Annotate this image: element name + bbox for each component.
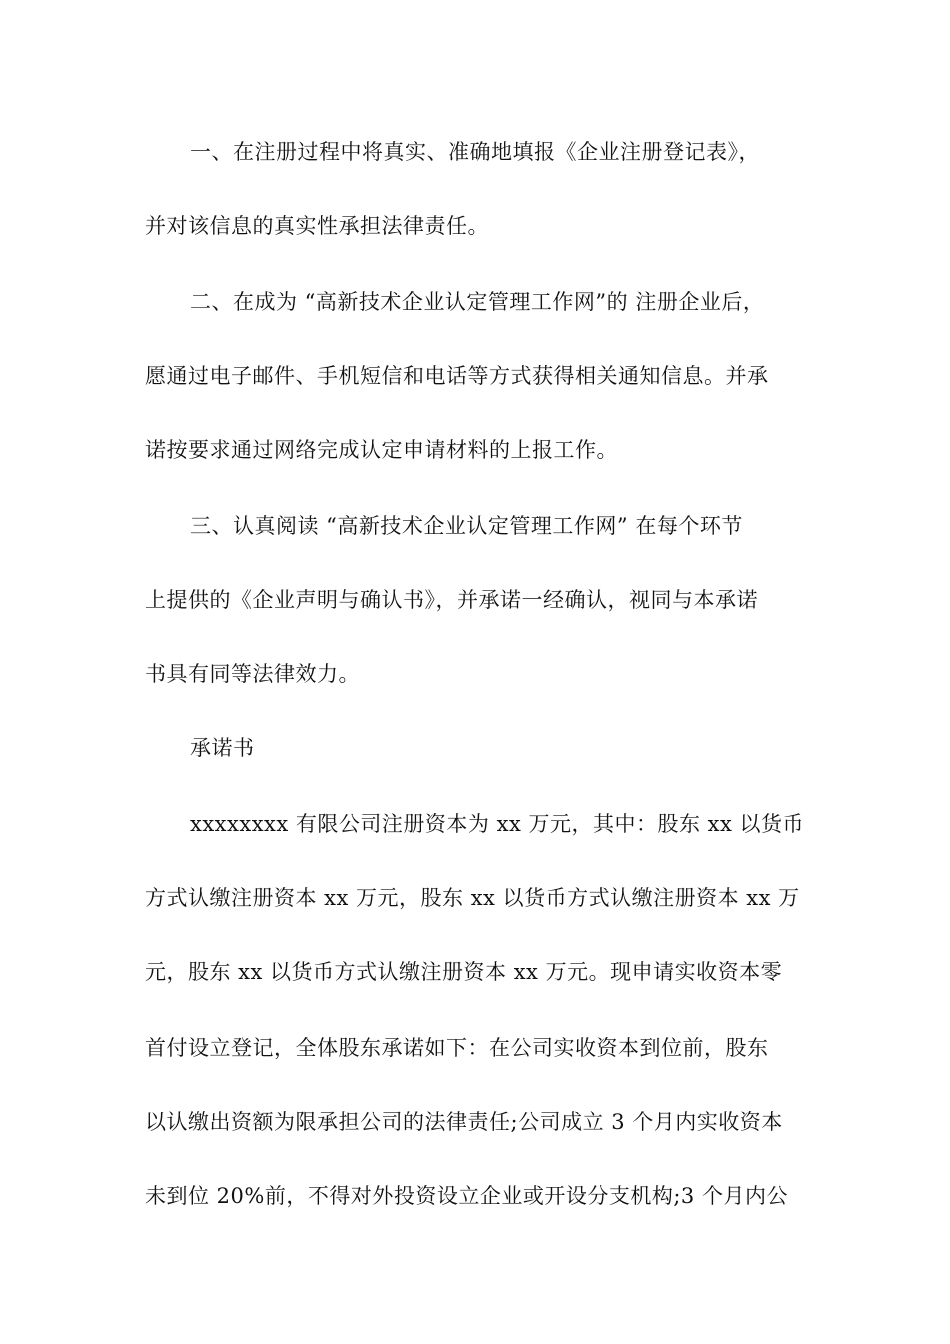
paragraph-line: 并对该信息的真实性承担法律责任。 <box>145 214 489 238</box>
paragraph-line: 上提供的《企业声明与确认书》，并承诺一经确认，视同与本承诺 <box>145 588 758 612</box>
paragraph-line: 首付设立登记，全体股东承诺如下：在公司实收资本到位前，股东 <box>145 1036 769 1060</box>
paragraph-line: 三、认真阅读 “高新技术企业认定管理工作网” 在每个环节 <box>190 514 743 538</box>
paragraph-line: 诺按要求通过网络完成认定申请材料的上报工作。 <box>145 438 618 462</box>
paragraph-line: 一、在注册过程中将真实、准确地填报《企业注册登记表》， <box>190 140 760 164</box>
paragraph-line: 二、在成为 “高新技术企业认定管理工作网”的 注册企业后， <box>190 290 765 314</box>
section-title: 承诺书 <box>190 736 255 760</box>
paragraph-line: xxxxxxxx 有限公司注册资本为 xx 万元，其中：股东 xx 以货币 <box>190 812 804 836</box>
paragraph-line: 以认缴出资额为限承担公司的法律责任;公司成立 3 个月内实收资本 <box>145 1110 783 1134</box>
paragraph-line: 未到位 20%前，不得对外投资设立企业或开设分支机构;3 个月内公 <box>145 1184 788 1208</box>
paragraph-line: 书具有同等法律效力。 <box>145 662 360 686</box>
paragraph-line: 愿通过电子邮件、手机短信和电话等方式获得相关通知信息。并承 <box>145 364 769 388</box>
paragraph-line: 方式认缴注册资本 xx 万元，股东 xx 以货币方式认缴注册资本 xx 万 <box>145 886 800 910</box>
paragraph-line: 元，股东 xx 以货币方式认缴注册资本 xx 万元。现申请实收资本零 <box>145 960 783 984</box>
